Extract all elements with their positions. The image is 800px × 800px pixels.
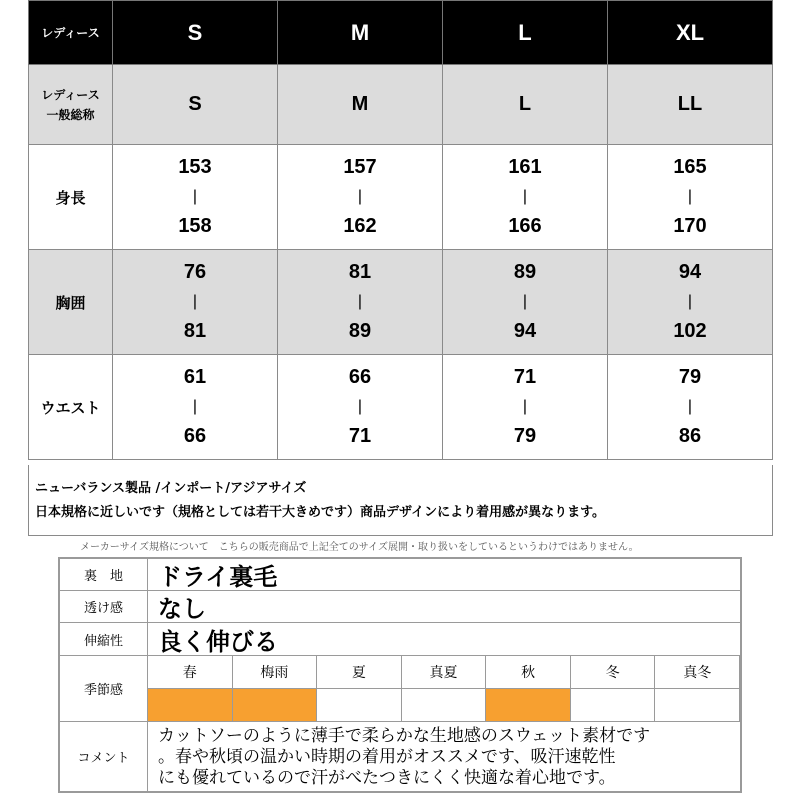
- season-indicator: [571, 689, 655, 721]
- range-cell: 76 | 81: [183, 261, 207, 342]
- stretch-row: [60, 623, 740, 656]
- season-name: 夏: [317, 656, 401, 689]
- season-cell: [148, 656, 233, 721]
- season-name: 冬: [571, 656, 655, 689]
- size-table: [28, 0, 773, 460]
- general-size-s: S: [113, 65, 278, 145]
- size-l: L: [443, 1, 608, 65]
- season-name: 真冬: [655, 656, 739, 689]
- general-size-row: [29, 65, 773, 145]
- season-indicator: [402, 689, 486, 721]
- range-cell: 161 | 166: [508, 156, 542, 237]
- header-row-label: レディース: [29, 1, 113, 65]
- season-cell: [655, 656, 740, 721]
- range-cell: 71 | 79: [513, 366, 537, 447]
- season-cell: [317, 656, 402, 721]
- season-cell: [486, 656, 571, 721]
- range-cell: 157 | 162: [343, 156, 377, 237]
- stretch-value: 良く伸びる: [158, 627, 278, 656]
- range-cell: 165 | 170: [673, 156, 707, 237]
- season-indicator: [317, 689, 401, 721]
- season-name: 梅雨: [233, 656, 317, 689]
- season-indicator: [655, 689, 739, 721]
- comment-text: [158, 726, 650, 789]
- season-label: 季節感: [60, 656, 148, 721]
- range-cell: 153 | 158: [178, 156, 212, 237]
- season-cell: [402, 656, 487, 721]
- general-size-ll: LL: [608, 65, 773, 145]
- season-indicator: [486, 689, 570, 721]
- general-size-l: L: [443, 65, 608, 145]
- size-notes-box: [28, 465, 773, 536]
- chest-label: 胸囲: [29, 250, 113, 355]
- range-cell: 89 | 94: [513, 261, 537, 342]
- comment-label: コメント: [60, 722, 148, 791]
- lining-row: [60, 559, 740, 591]
- comment-line: 。春や秋頃の温かい時期の着用がオススメです、吸汗速乾性: [158, 747, 616, 767]
- lining-value: ドライ裏毛: [158, 563, 278, 591]
- range-cell: 94 | 102: [673, 261, 707, 342]
- season-grid: [148, 656, 740, 721]
- season-name: 真夏: [402, 656, 486, 689]
- size-xl: XL: [608, 1, 773, 65]
- size-s: S: [113, 1, 278, 65]
- range-cell: 81 | 89: [348, 261, 372, 342]
- size-m: M: [278, 1, 443, 65]
- waist-row: [29, 355, 773, 460]
- size-note-import: ニューバランス製品 /インポート/アジアサイズ: [35, 481, 307, 496]
- range-cell: 61 | 66: [183, 366, 207, 447]
- size-header-row: [29, 1, 773, 65]
- season-cell: [571, 656, 656, 721]
- height-row: [29, 145, 773, 250]
- season-cell: [233, 656, 318, 721]
- season-indicator: [148, 689, 232, 721]
- comment-line: にも優れているので汗がべたつきにくく快適な着心地です。: [158, 768, 616, 788]
- general-row-label: レディース 一般総称: [29, 65, 113, 145]
- season-name: 秋: [486, 656, 570, 689]
- comment-row: [60, 722, 740, 791]
- sheerness-row: [60, 591, 740, 623]
- season-indicator: [233, 689, 317, 721]
- chest-row: [29, 250, 773, 355]
- stretch-label: 伸縮性: [60, 623, 148, 655]
- season-row: [60, 656, 740, 722]
- lining-label: 裏 地: [60, 559, 148, 590]
- sheerness-value: なし: [158, 595, 206, 623]
- maker-size-note: メーカーサイズ規格について こちらの販売商品で上記全てのサイズ展開・取り扱いをしているというわけではありません。: [80, 542, 639, 553]
- material-table: [58, 557, 742, 793]
- range-cell: 66 | 71: [348, 366, 372, 447]
- comment-line: カットソーのように薄手で柔らかな生地感のスウェット素材です: [158, 726, 651, 746]
- waist-label: ウエスト: [29, 355, 113, 460]
- season-name: 春: [148, 656, 232, 689]
- range-cell: 79 | 86: [678, 366, 702, 447]
- sheerness-label: 透け感: [60, 591, 148, 622]
- general-size-m: M: [278, 65, 443, 145]
- height-label: 身長: [29, 145, 113, 250]
- size-note-fit: 日本規格に近しいです（規格としては若干大きめです）商品デザインにより着用感が異なります。: [35, 505, 606, 520]
